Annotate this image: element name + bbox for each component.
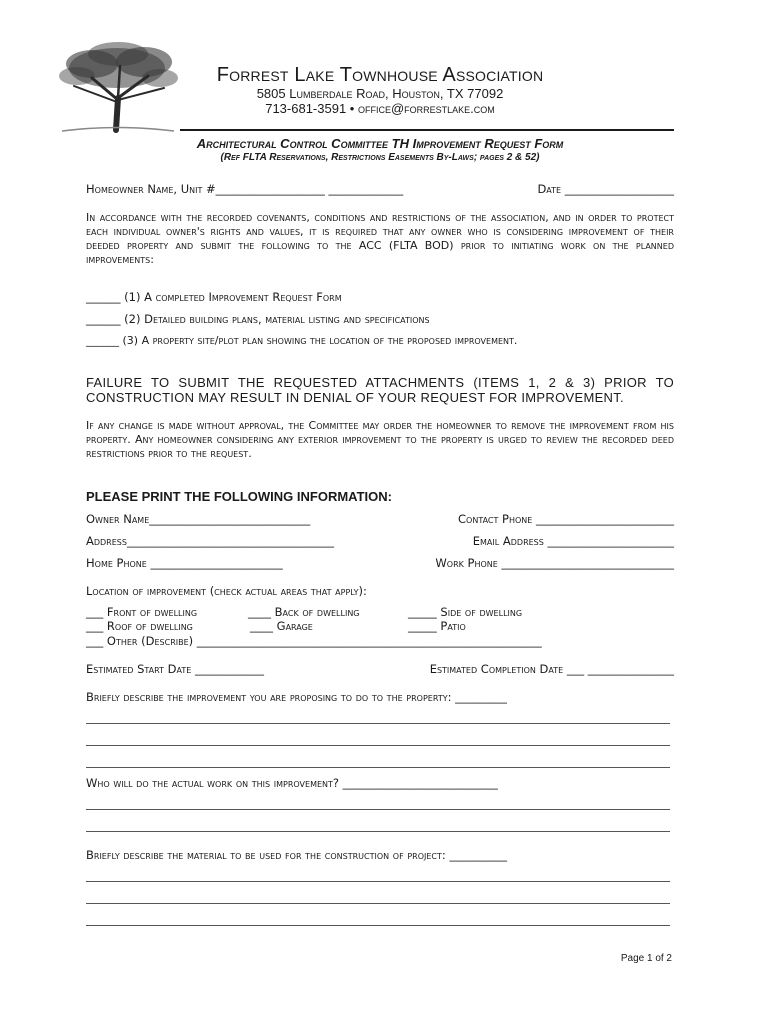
form-subtitle: (Ref FLTA Reservations, Restrictions Easements By-Laws; pages 2 & 52) (220, 152, 540, 163)
org-name: Forrest Lake Townhouse Association (216, 64, 544, 86)
patio-option[interactable]: _____ Patio (408, 619, 466, 633)
answer-line[interactable] (86, 723, 670, 724)
home-phone-field[interactable]: Home Phone _______________________ (86, 556, 283, 570)
describe-improvement-question[interactable]: Briefly describe the improvement you are proposing to do to the property: _________ (86, 690, 507, 704)
address-row (86, 534, 674, 548)
owner-row (86, 512, 674, 526)
answer-line[interactable] (86, 881, 670, 882)
owner-name-field[interactable]: Owner Name____________________________ (86, 512, 311, 526)
material-question[interactable]: Briefly describe the material to be used for the construction of project: __________ (86, 848, 507, 862)
checklist-item-3[interactable]: ______ (3) A property site/plot plan showing the location of the proposed improvement. (86, 334, 518, 347)
org-contact: 713-681-3591 • office@forrestlake.com (265, 101, 495, 116)
checklist-item-2[interactable]: ______ (2) Detailed building plans, material listing and specifications (86, 312, 430, 326)
dates-row (86, 662, 674, 676)
answer-line[interactable] (86, 903, 670, 904)
date-field[interactable]: Date ___________________ (537, 182, 674, 196)
header-divider (180, 129, 674, 131)
side-of-dwelling-option[interactable]: _____ Side of dwelling (408, 605, 523, 619)
completion-date-field[interactable]: Estimated Completion Date ___ _______________ (429, 662, 674, 676)
location-row-1 (86, 605, 586, 619)
answer-line[interactable] (86, 767, 670, 768)
phone-row (86, 556, 674, 570)
section-heading: PLEASE PRINT THE FOLLOWING INFORMATION: (86, 489, 392, 504)
contact-phone-field[interactable]: Contact Phone ________________________ (458, 512, 674, 526)
answer-line[interactable] (86, 831, 670, 832)
address-field[interactable]: Address____________________________________ (86, 534, 334, 548)
org-address: 5805 Lumberdale Road, Houston, TX 77092 (256, 86, 504, 101)
warning-text: FAILURE TO SUBMIT THE REQUESTED ATTACHMENTS (ITEMS 1, 2 & 3) PRIOR TO CONSTRUCTION MAY RESULT IN DENIAL OF YOUR REQUEST FOR IMPROVEMENT. (86, 375, 674, 405)
form-title: Architectural Control Committee TH Improvement Request Form (196, 136, 564, 151)
homeowner-row (86, 182, 674, 196)
answer-line[interactable] (86, 745, 670, 746)
work-phone-field[interactable]: Work Phone ______________________________ (435, 556, 674, 570)
notice-paragraph: If any change is made without approval, the Committee may order the homeowner to remove the improvement from his property. Any homeowner considering any exterior improvement to the property is urged to review the recorded deed restrictions prior to the request. (86, 419, 674, 460)
homeowner-name-field[interactable]: Homeowner Name, Unit #___________________ _____________ (86, 182, 404, 196)
other-option[interactable]: ___ Other (Describe) ____________________________________________________________ (86, 634, 542, 648)
oak-tree-icon (52, 38, 182, 134)
location-label: Location of improvement (check actual areas that apply): (86, 584, 367, 598)
answer-line[interactable] (86, 925, 670, 926)
start-date-field[interactable]: Estimated Start Date ____________ (86, 662, 264, 676)
location-options (86, 605, 586, 633)
front-of-dwelling-option[interactable]: ___ Front of dwelling (86, 605, 198, 619)
intro-paragraph: In accordance with the recorded covenants, conditions and restrictions of the association, and in order to protect each individual owner's rights and values, it is required that any owner who is considering improvement of their deeded property and submit the following to the ACC (FLTA BOD) prior to initiating work on the planned improvements: (86, 211, 674, 266)
roof-of-dwelling-option[interactable]: ___ Roof of dwelling (86, 619, 193, 633)
garage-option[interactable]: ____ Garage (250, 619, 313, 633)
page-number: Page 1 of 2 (620, 953, 672, 964)
location-row-2 (86, 619, 586, 633)
checklist-item-1[interactable]: ______ (1) A completed Improvement Request Form (86, 290, 342, 304)
back-of-dwelling-option[interactable]: ____ Back of dwelling (248, 605, 360, 619)
who-will-do-question[interactable]: Who will do the actual work on this improvement? ___________________________ (86, 776, 498, 790)
answer-line[interactable] (86, 809, 670, 810)
email-field[interactable]: Email Address ______________________ (472, 534, 674, 548)
